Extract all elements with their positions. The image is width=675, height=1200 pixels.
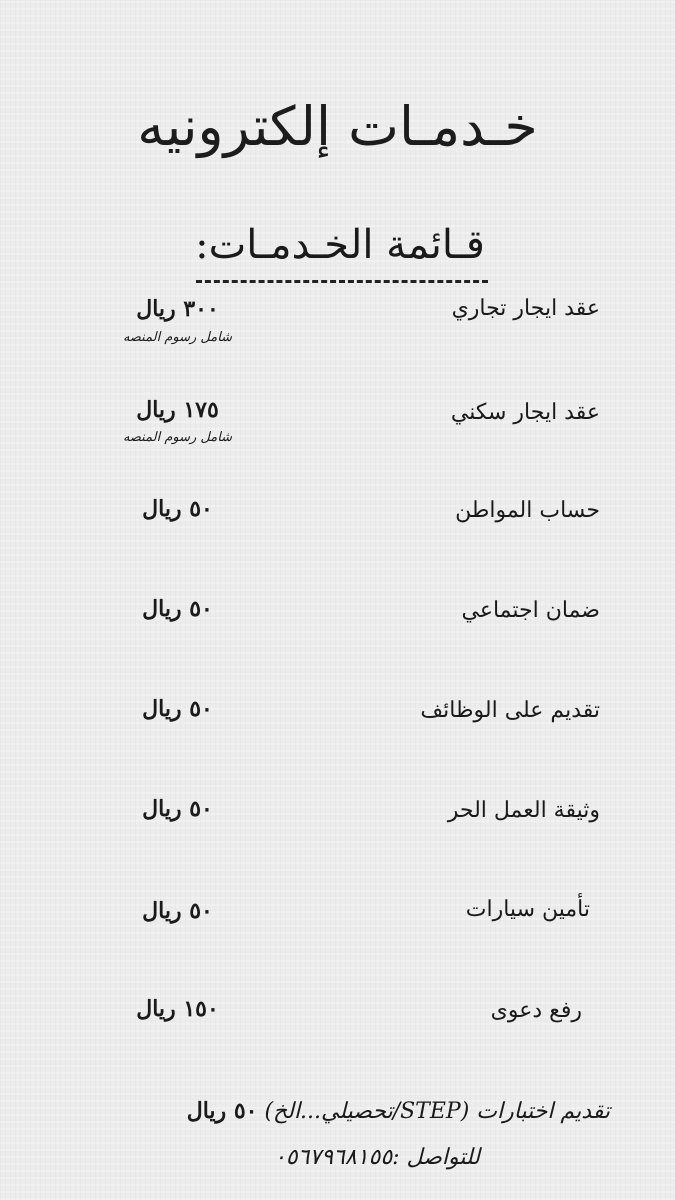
service-name: وثيقة العمل الحر bbox=[447, 798, 600, 823]
service-price: ١٥٠ ريال bbox=[136, 996, 219, 1022]
list-heading-underline bbox=[196, 280, 488, 283]
service-price-note: شامل رسوم المنصه bbox=[122, 330, 233, 345]
contact-phone[interactable]: للتواصل :٠٥٦٧٩٦٨١٥٥ bbox=[273, 1145, 480, 1170]
service-name: رفع دعوى bbox=[490, 998, 582, 1023]
tests-service-label: تقديم اختبارات (STEP/تحصيلي...الخ) bbox=[264, 1099, 610, 1124]
list-heading: قـائمة الخـدمـات: bbox=[195, 222, 485, 268]
service-price: ١٧٥ ريال bbox=[136, 397, 219, 423]
tests-service-line bbox=[140, 1098, 610, 1124]
service-name: حساب المواطن bbox=[455, 498, 600, 523]
service-price: ٣٠٠ ريال bbox=[136, 296, 219, 322]
tests-service-price: ٥٠ ريال bbox=[186, 1098, 258, 1124]
service-price-note: شامل رسوم المنصه bbox=[122, 430, 233, 445]
service-price: ٥٠ ريال bbox=[142, 496, 213, 522]
service-price: ٥٠ ريال bbox=[142, 696, 213, 722]
page-title: خـدمـات إلكترونيه bbox=[137, 95, 538, 158]
service-name: عقد ايجار تجاري bbox=[451, 296, 600, 321]
service-price: ٥٠ ريال bbox=[142, 796, 213, 822]
service-name: عقد ايجار سكني bbox=[450, 400, 600, 425]
service-name: تأمين سيارات bbox=[465, 897, 590, 922]
service-name: تقديم على الوظائف bbox=[420, 698, 600, 723]
service-price: ٥٠ ريال bbox=[142, 898, 213, 924]
service-name: ضمان اجتماعي bbox=[461, 598, 600, 623]
service-price: ٥٠ ريال bbox=[142, 596, 213, 622]
